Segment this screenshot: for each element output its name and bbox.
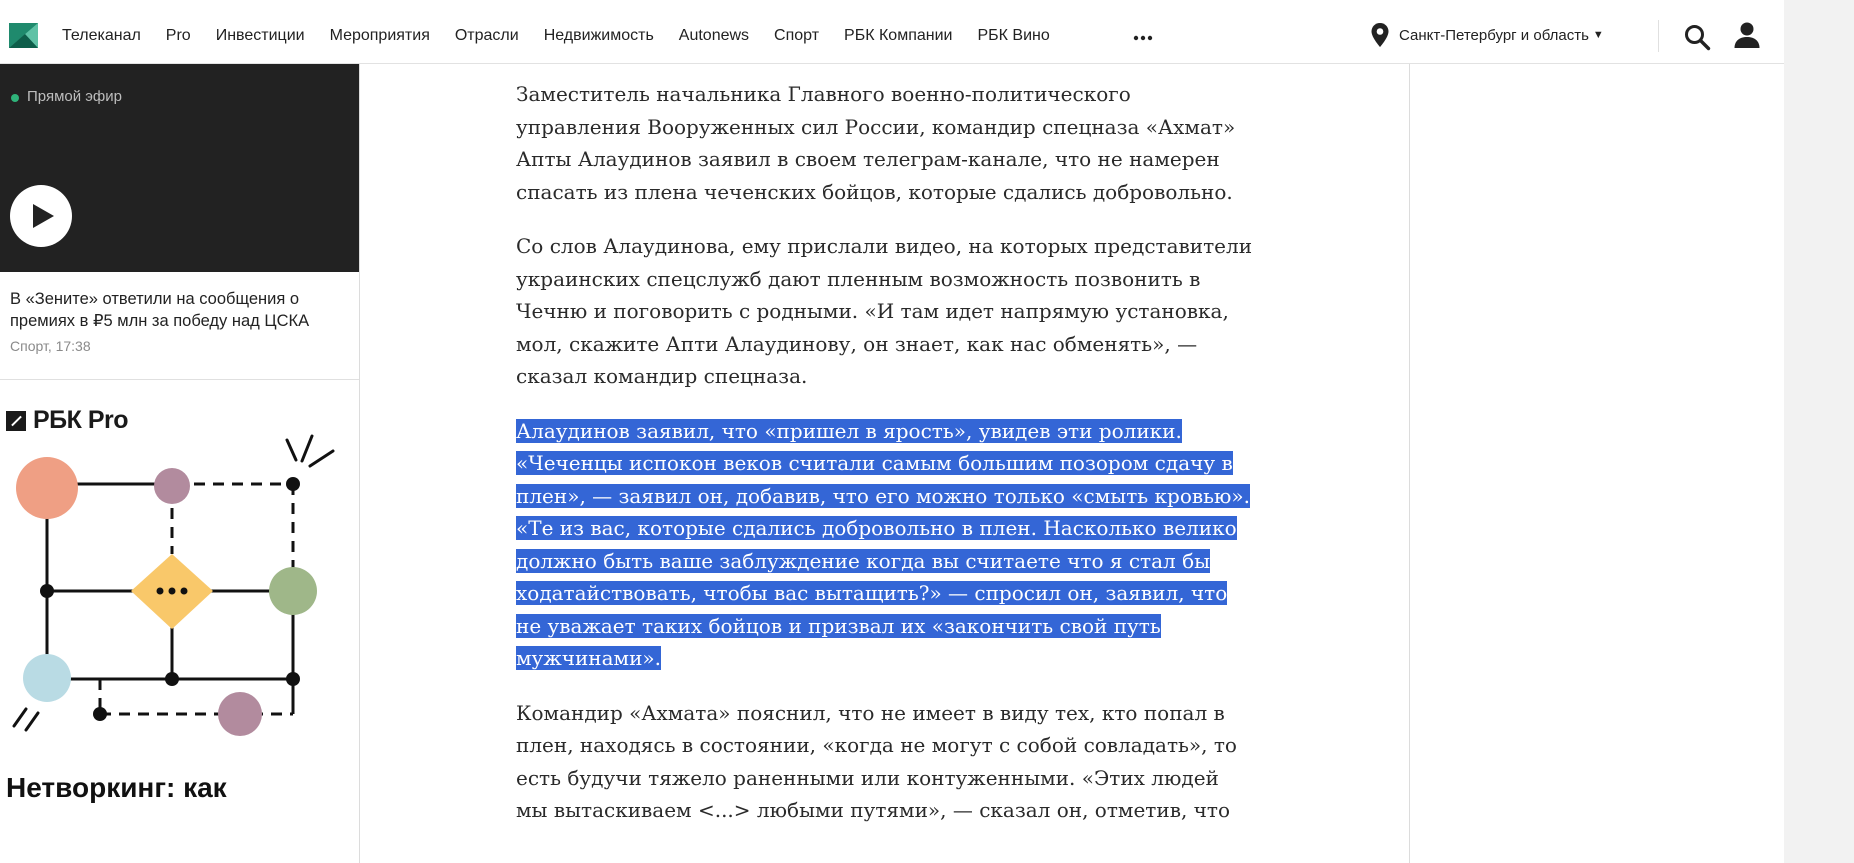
chevron-down-icon: ▼: [1592, 29, 1604, 41]
nav-item-tv[interactable]: Телеканал: [62, 27, 141, 44]
rbc-pro-mark-icon: [6, 411, 26, 431]
top-navigation-bar: [0, 0, 1784, 64]
divider: [0, 379, 359, 380]
rbc-pro-logo-text: РБК Pro: [33, 406, 129, 434]
nav-item-sport[interactable]: Спорт: [774, 27, 820, 44]
region-selector[interactable]: [1370, 22, 1604, 48]
live-indicator-dot: [11, 94, 19, 102]
search-icon[interactable]: [1683, 23, 1711, 51]
play-icon: [31, 203, 55, 229]
location-pin-icon: [1370, 22, 1390, 48]
selected-text: Алаудинов заявил, что «пришел в ярость», увидев эти ролики. «Чеченцы испокон веков считали самым большим позором сдачу в плен», — заявил он, добавив, что его можно только «смыть кровью». «Те из вас, которые сдались добровольно в плен. Насколько велико должно быть ваше заблуждение когда вы считаете что я стал бы ходатайствовать, чтобы вас вытащить?» — спросил он, заявил, что не уважает таких бойцов и призвал их «закончить свой путь мужчинами».: [516, 418, 1251, 670]
article-body: [516, 78, 1256, 849]
article-paragraph: Со слов Алаудинова, ему прислали видео, на которых представители украинских спецслужб дают пленным возможность позвонить в Чечню и поговорить с родными. «И там идет напрямую установка, мол, скажите Апти Алаудинову, он знает, как нас обменять», — сказал командир спецназа.: [516, 234, 1253, 388]
play-button[interactable]: [10, 185, 72, 247]
more-icon[interactable]: [1132, 27, 1154, 47]
live-label: Прямой эфир: [27, 88, 122, 105]
article-paragraph: Командир «Ахмата» пояснил, что не имеет в виду тех, кто попал в плен, находясь в состоянии, «когда не могут с собой совладать», то есть будучи тяжело раненными или контуженными. «Этих людей мы вытаскиваем <...> любыми путями», — сказал он, отметив, что: [516, 700, 1237, 822]
article-paragraph-selected: [516, 415, 1256, 675]
user-profile-icon[interactable]: [1733, 21, 1761, 49]
rbc-pro-headline[interactable]: Нетворкинг: как: [6, 772, 227, 803]
article-paragraph: Заместитель начальника Главного военно-политического управления Вооруженных сил России, командир спецназа «Ахмат» Апты Алаудинов заявил в своем телеграм-канале, что не намерен спасать из плена чеченских бойцов, которые сдались добровольно.: [516, 82, 1236, 204]
nav-item-investments[interactable]: Инвестиции: [215, 27, 305, 44]
left-sidebar: [0, 64, 360, 863]
content-border: [1409, 64, 1410, 863]
region-label: Санкт-Петербург и область: [1399, 26, 1589, 44]
nav-item-industries[interactable]: Отрасли: [454, 27, 519, 44]
rbc-logo-icon[interactable]: [9, 23, 38, 48]
nav-item-wine[interactable]: РБК Вино: [977, 27, 1050, 44]
nav-item-autonews[interactable]: Autonews: [678, 27, 750, 44]
live-stream-player[interactable]: [0, 64, 359, 272]
rbc-pro-logo[interactable]: [6, 406, 128, 435]
promo-news-title[interactable]: В «Зените» ответили на сообщения о премиях в ₽5 млн за победу над ЦСКА: [10, 290, 310, 330]
main-nav: [62, 24, 1075, 48]
nav-item-events[interactable]: Мероприятия: [329, 27, 430, 44]
nav-item-companies[interactable]: РБК Компании: [844, 27, 953, 44]
nav-item-realty[interactable]: Недвижимость: [543, 27, 654, 44]
divider: [1658, 20, 1659, 52]
networking-illustration[interactable]: [0, 434, 359, 784]
promo-news-meta: Спорт, 17:38: [10, 338, 91, 354]
nav-item-pro[interactable]: Pro: [165, 27, 191, 44]
